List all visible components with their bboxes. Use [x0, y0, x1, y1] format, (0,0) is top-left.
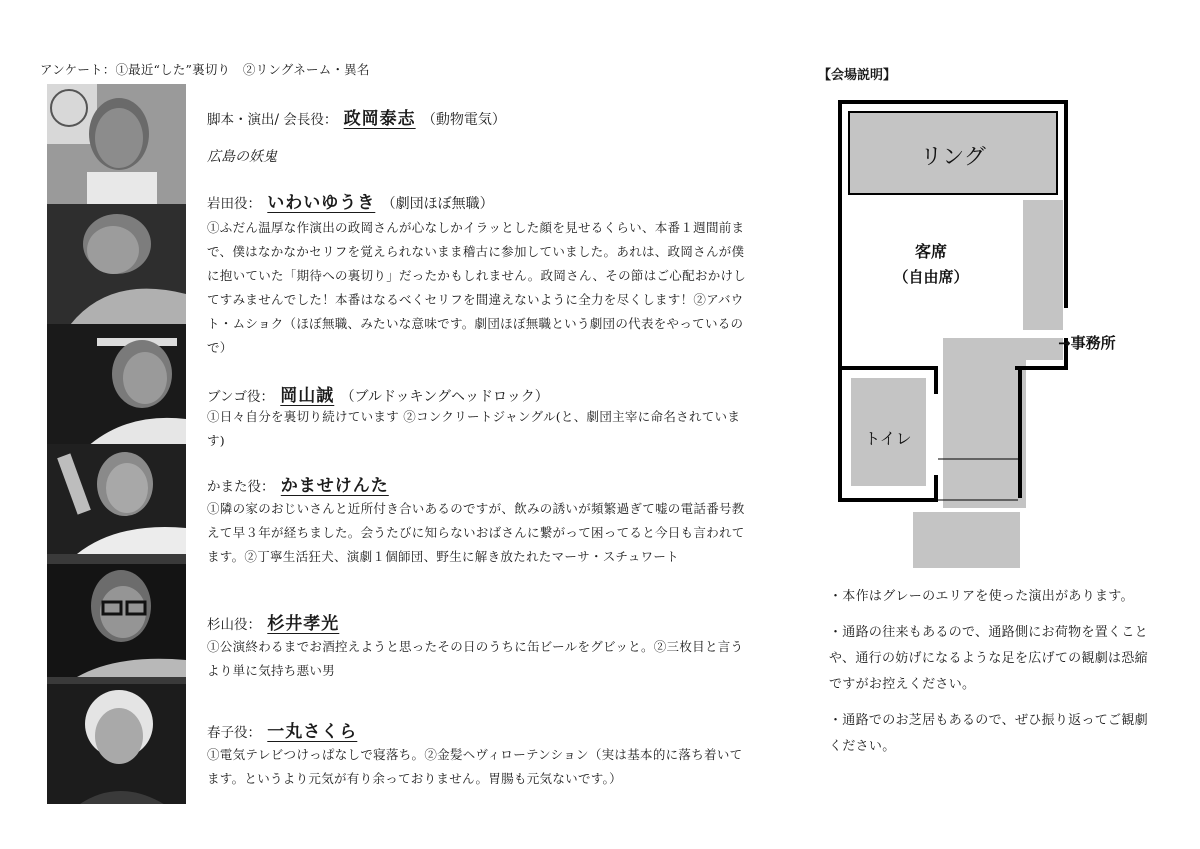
office-label: →事務所	[1058, 334, 1116, 352]
actor-name: 一丸さくら	[267, 722, 358, 742]
ring-label: リング	[920, 145, 986, 170]
cast-entry-2	[207, 188, 494, 213]
survey-answer: ①ふだん温厚な作演出の政岡さんが心なしかイラッとした顔を見せるくらい、本番１週間前まで、僕はなかなかセリフを覚えられないまま稽古に参加していました。あれは、政岡さんが僕に抱いていた「期待への裏切り」だったかもしれません。政岡さん、その節はご心配おかけしてすみませんでした！本番はなるべくセリフを間違えないように全力を尽くします！②アバウト・ムショク（ほぼ無職、みたいな意味です。劇団ほぼ無職という劇団の代表をやっているので）	[207, 220, 747, 355]
survey-answer: ①隣の家のおじいさんと近所付き合いあるのですが、飲みの誘いが頻繁過ぎて嘘の電話番号教えて早３年が経ちました。会うたびに知らないおばさんに繋がって困ってると今日も言われてます。②丁寧生活狂犬、演劇１個師団、野生に解き放たれたマーサ・スチュワート	[207, 501, 745, 564]
note-item: ・本作はグレーのエリアを使った演出があります。	[829, 589, 1134, 604]
role-label: 春子役：	[207, 725, 261, 741]
toilet-label: トイレ	[864, 429, 912, 448]
venue-map	[830, 92, 1150, 572]
seats-sub-label: （自由席）	[893, 268, 969, 286]
actor-name: 政岡泰志	[343, 109, 416, 129]
cast-entry-4	[207, 471, 391, 496]
role-label: かまた役：	[207, 479, 275, 495]
cast-photo-3	[47, 324, 186, 444]
tagline: 広島の妖鬼	[207, 149, 277, 165]
cast-photo-5	[47, 564, 186, 684]
cast-entry-5	[207, 609, 341, 634]
cast-photo-4	[47, 444, 186, 564]
actor-name: 杉井孝光	[267, 614, 340, 634]
cast-photo-6	[47, 684, 186, 804]
cast-photo-2	[47, 204, 186, 324]
cast-entry-6	[207, 717, 359, 742]
survey-answer: ①公演終わるまでお酒控えようと思ったその日のうちに缶ビールをグビッと。②三枚目と言うより単に気持ち悪い男	[207, 639, 744, 678]
role-label: 脚本・演出/ 会長役：	[207, 112, 338, 128]
note-item: ・通路の往来もあるので、通路側にお荷物を置くことや、通行の妨げになるような足を広げての観劇は恐縮ですがお控えください。	[829, 625, 1148, 692]
role-label: 岩田役：	[207, 196, 261, 212]
gray-aisle-upper	[1023, 200, 1063, 330]
role-label: ブンゴ役：	[207, 389, 274, 405]
cast-photos	[47, 84, 186, 804]
survey-header: アンケート：①最近“した”裏切り ②リングネーム・異名	[40, 62, 370, 77]
survey-answer: ①電気テレビつけっぱなしで寝落ち。②金髪ヘヴィローテンション（実は基本的に落ち着いてます。というより元気が有り余っておりません。胃腸も元気ないです。）	[207, 747, 743, 786]
affiliation: （動物電気）	[421, 112, 506, 128]
venue-title: 【会場説明】	[818, 68, 897, 83]
gray-aisle-column	[943, 338, 1026, 508]
note-item: ・通路でのお芝居もあるので、ぜひ振り返ってご観劇ください。	[829, 713, 1148, 754]
venue-notes	[829, 584, 1149, 770]
affiliation: （ブルドッキングヘッドロック）	[340, 389, 549, 405]
gray-aisle-lower	[913, 512, 1020, 568]
affiliation: （劇団ほぼ無職）	[381, 196, 494, 212]
role-label: 杉山役：	[207, 617, 261, 633]
actor-name: いわいゆうき	[267, 193, 376, 213]
cast-entry-3	[207, 381, 549, 406]
actor-name: 岡山誠	[280, 386, 335, 406]
cast-photo-1	[47, 84, 186, 204]
seats-label: 客席	[914, 242, 948, 261]
survey-answer: ①日々自分を裏切り続けています ②コンクリートジャングル(と、劇団主宰に命名されています)	[207, 409, 741, 448]
actor-name: かませけんた	[280, 476, 389, 496]
cast-entry-1	[207, 104, 506, 129]
